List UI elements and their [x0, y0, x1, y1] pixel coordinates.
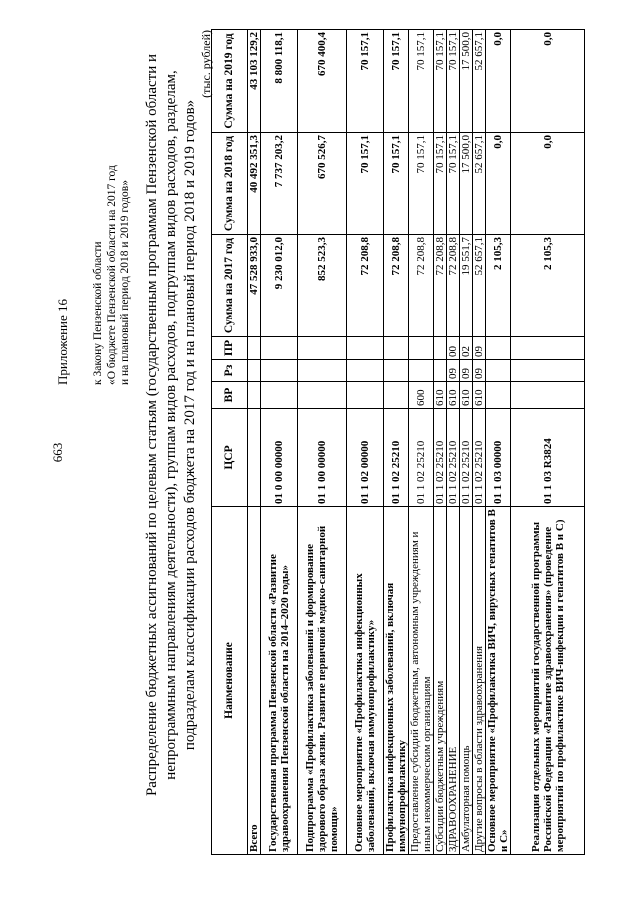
law-line: «О бюджете Пензенской области на 2017 год — [105, 165, 118, 385]
cell-s2017: 47 528 933,0 — [248, 235, 261, 337]
cell-s2019: 70 157,1 — [384, 30, 409, 133]
cell-name: Профилактика инфекционных заболеваний, включая иммунопрофилактику — [384, 507, 409, 855]
cell-pr — [384, 337, 409, 360]
cell-s2018: 17 500,0 — [460, 133, 473, 235]
cell-s2019: 17 500,0 — [460, 30, 473, 133]
header-sum-2019: Сумма на 2019 год — [212, 30, 248, 133]
cell-s2017: 72 208,8 — [447, 235, 460, 337]
cell-csr — [248, 409, 261, 507]
header-vr: ВР — [212, 382, 248, 409]
cell-rz: 09 — [473, 360, 486, 382]
cell-pr — [434, 337, 447, 360]
cell-s2018: 70 157,1 — [347, 133, 384, 235]
cell-vr: 610 — [447, 382, 460, 409]
cell-name: Подпрограмма «Профилактика заболеваний и формирование здорового образа жизни. Развитие первичной медико-санитарной помощи» — [298, 507, 347, 855]
table-body — [248, 30, 585, 855]
law-line: и на плановый период 2018 и 2019 годов» — [119, 180, 131, 385]
cell-s2018: 70 157,1 — [447, 133, 460, 235]
cell-vr — [261, 382, 298, 409]
cell-csr: 01 0 00 00000 — [261, 409, 298, 507]
cell-s2017: 72 208,8 — [347, 235, 384, 337]
title-line: непрограммным направлениям деятельности), группам видов расходов, подгруппам видов расходов, разделам, — [163, 70, 179, 780]
law-reference — [92, 165, 133, 385]
table-row — [434, 30, 447, 855]
cell-s2019: 8 800 118,1 — [261, 30, 298, 133]
table-row — [347, 30, 384, 855]
cell-name: Всего — [248, 507, 261, 855]
cell-csr: 01 1 02 25210 — [460, 409, 473, 507]
cell-name: Основное мероприятие «Профилактика инфекционных заболеваний, включая иммунопрофилактику» — [347, 507, 384, 855]
table-row — [261, 30, 298, 855]
cell-s2017: 2 105,3 — [486, 235, 511, 337]
cell-s2018: 52 657,1 — [473, 133, 486, 235]
cell-vr: 610 — [473, 382, 486, 409]
cell-name: Государственная программа Пензенской области «Развитие здравоохранения Пензенской области на 2014–2020 годы» — [261, 507, 298, 855]
title-line: подразделам классификации расходов бюджета на 2017 год и на плановый период 2018 и 2019 годов» — [182, 99, 198, 751]
cell-vr — [298, 382, 347, 409]
cell-vr — [347, 382, 384, 409]
cell-csr: 01 1 02 25210 — [384, 409, 409, 507]
cell-vr — [248, 382, 261, 409]
table-row — [409, 30, 434, 855]
cell-pr — [486, 337, 511, 360]
appendix-label: Приложение 16 — [55, 298, 70, 385]
law-line: к Закону Пензенской области — [92, 241, 104, 385]
cell-name: Предоставление субсидий бюджетным, автономным учреждениям и иным некоммерческим организациям — [409, 507, 434, 855]
cell-s2018: 7 737 203,2 — [261, 133, 298, 235]
cell-s2017: 2 105,3 — [511, 235, 585, 337]
budget-table — [211, 29, 585, 855]
cell-rz — [261, 360, 298, 382]
title-line: Распределение бюджетных ассигнований по целевым статьям (государственным программам Пензенской области и — [144, 53, 160, 797]
cell-s2017: 72 208,8 — [384, 235, 409, 337]
header-rz: Рз — [212, 360, 248, 382]
cell-csr: 01 1 02 25210 — [409, 409, 434, 507]
cell-s2018: 40 492 351,3 — [248, 133, 261, 235]
header-pr: ПР — [212, 337, 248, 360]
cell-vr: 610 — [460, 382, 473, 409]
cell-s2019: 70 157,1 — [434, 30, 447, 133]
cell-s2019: 0,0 — [511, 30, 585, 133]
table-row — [298, 30, 347, 855]
cell-csr: 01 1 02 25210 — [434, 409, 447, 507]
cell-pr: 00 — [447, 337, 460, 360]
header-sum-2018: Сумма на 2018 год — [212, 133, 248, 235]
cell-vr: 600 — [409, 382, 434, 409]
cell-s2019: 43 103 129,2 — [248, 30, 261, 133]
cell-s2019: 52 657,1 — [473, 30, 486, 133]
cell-csr: 01 1 03 00000 — [486, 409, 511, 507]
cell-rz — [248, 360, 261, 382]
cell-rz — [347, 360, 384, 382]
cell-vr: 610 — [434, 382, 447, 409]
cell-s2017: 72 208,8 — [434, 235, 447, 337]
table-row — [248, 30, 261, 855]
cell-rz — [409, 360, 434, 382]
cell-csr: 01 1 02 25210 — [473, 409, 486, 507]
cell-pr — [409, 337, 434, 360]
cell-s2019: 670 400,4 — [298, 30, 347, 133]
cell-csr: 01 1 00 00000 — [298, 409, 347, 507]
table-row — [486, 30, 511, 855]
cell-csr: 01 1 03 R3824 — [511, 409, 585, 507]
units-label: (тыс. рублей) — [199, 30, 213, 98]
document-title — [143, 30, 200, 820]
cell-pr — [347, 337, 384, 360]
cell-s2019: 0,0 — [486, 30, 511, 133]
cell-name: Амбулаторная помощь — [460, 507, 473, 855]
cell-rz — [384, 360, 409, 382]
cell-pr — [261, 337, 298, 360]
header-csr: ЦСР — [212, 409, 248, 507]
header-name: Наименование — [212, 507, 248, 855]
cell-vr — [486, 382, 511, 409]
cell-s2017: 72 208,8 — [409, 235, 434, 337]
cell-s2017: 9 230 012,0 — [261, 235, 298, 337]
cell-s2018: 70 157,1 — [384, 133, 409, 235]
cell-s2018: 70 157,1 — [434, 133, 447, 235]
cell-vr — [384, 382, 409, 409]
page-number: 663 — [50, 442, 65, 463]
cell-s2018: 70 157,1 — [409, 133, 434, 235]
cell-rz — [511, 360, 585, 382]
cell-rz — [298, 360, 347, 382]
table-row — [511, 30, 585, 855]
cell-pr — [248, 337, 261, 360]
cell-s2017: 52 657,1 — [473, 235, 486, 337]
table-row — [384, 30, 409, 855]
table-row — [447, 30, 460, 855]
cell-s2018: 670 526,7 — [298, 133, 347, 235]
cell-name: Субсидии бюджетным учреждениям — [434, 507, 447, 855]
cell-s2019: 70 157,1 — [447, 30, 460, 133]
cell-pr — [511, 337, 585, 360]
cell-name: ЗДРАВООХРАНЕНИЕ — [447, 507, 460, 855]
cell-rz: 09 — [460, 360, 473, 382]
cell-rz: 09 — [447, 360, 460, 382]
cell-name: Другие вопросы в области здравоохранения — [473, 507, 486, 855]
cell-csr: 01 1 02 25210 — [447, 409, 460, 507]
cell-s2018: 0,0 — [511, 133, 585, 235]
cell-s2018: 0,0 — [486, 133, 511, 235]
cell-s2017: 852 523,3 — [298, 235, 347, 337]
table-row — [473, 30, 486, 855]
cell-name: Основное мероприятие «Профилактика ВИЧ, вирусных гепатитов В и С» — [486, 507, 511, 855]
cell-s2017: 19 551,7 — [460, 235, 473, 337]
cell-pr: 02 — [460, 337, 473, 360]
cell-csr: 01 1 02 00000 — [347, 409, 384, 507]
cell-name: Реализация отдельных мероприятий государственной программы Российской Федерации «Развитие здравоохранения» (проведение мероприятий по профилактике ВИЧ-инфекции и гепатитов В и С) — [511, 507, 585, 855]
cell-pr — [298, 337, 347, 360]
table-row — [460, 30, 473, 855]
cell-rz — [486, 360, 511, 382]
header-sum-2017: Сумма на 2017 год — [212, 235, 248, 337]
cell-vr — [511, 382, 585, 409]
cell-rz — [434, 360, 447, 382]
table-header-row — [212, 30, 248, 855]
cell-pr: 09 — [473, 337, 486, 360]
cell-s2019: 70 157,1 — [347, 30, 384, 133]
cell-s2019: 70 157,1 — [409, 30, 434, 133]
